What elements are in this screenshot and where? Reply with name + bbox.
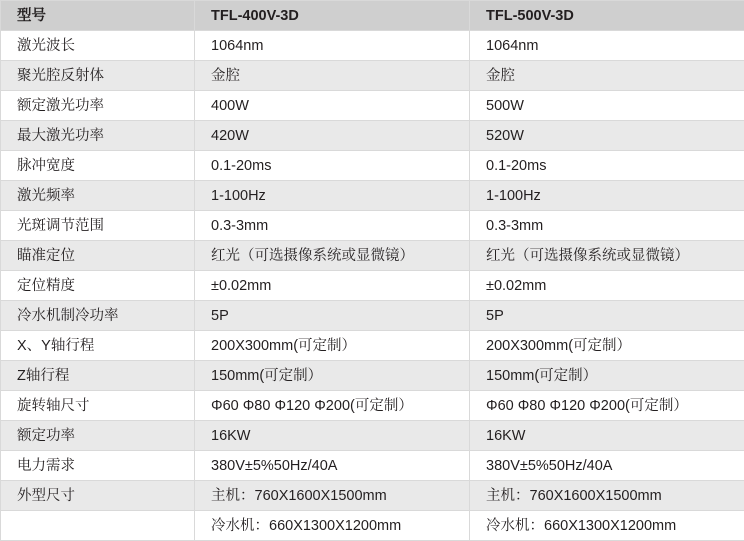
table-row bbox=[1, 511, 744, 541]
row-value-500: 主机：760X1600X1500mm bbox=[470, 481, 744, 511]
table-row bbox=[1, 31, 744, 61]
row-label: 额定功率 bbox=[1, 421, 195, 451]
table-body bbox=[1, 1, 744, 541]
row-value-400: 1-100Hz bbox=[195, 181, 470, 211]
row-value-400: 150mm(可定制） bbox=[195, 361, 470, 391]
row-value-400: 200X300mm(可定制） bbox=[195, 331, 470, 361]
row-value-500: 1064nm bbox=[470, 31, 744, 61]
row-value-400: 420W bbox=[195, 121, 470, 151]
row-label: 旋转轴尺寸 bbox=[1, 391, 195, 421]
row-value-500: 380V±5%50Hz/40A bbox=[470, 451, 744, 481]
row-label: 脉冲宽度 bbox=[1, 151, 195, 181]
table-row bbox=[1, 451, 744, 481]
row-value-500: 5P bbox=[470, 301, 744, 331]
table-row bbox=[1, 211, 744, 241]
row-value-500: 0.3-3mm bbox=[470, 211, 744, 241]
row-label: 外型尺寸 bbox=[1, 481, 195, 511]
row-value-500: 金腔 bbox=[470, 61, 744, 91]
row-value-500: ±0.02mm bbox=[470, 271, 744, 301]
row-value-500: 红光（可选摄像系统或显微镜） bbox=[470, 241, 744, 271]
row-value-400: ±0.02mm bbox=[195, 271, 470, 301]
table-row bbox=[1, 271, 744, 301]
table-row bbox=[1, 391, 744, 421]
row-value-400: 380V±5%50Hz/40A bbox=[195, 451, 470, 481]
row-value-500: 1-100Hz bbox=[470, 181, 744, 211]
row-label bbox=[1, 511, 195, 541]
table-row bbox=[1, 151, 744, 181]
row-value-500: 冷水机：660X1300X1200mm bbox=[470, 511, 744, 541]
row-label: 冷水机制冷功率 bbox=[1, 301, 195, 331]
row-label: 激光波长 bbox=[1, 31, 195, 61]
row-label: 最大激光功率 bbox=[1, 121, 195, 151]
table-row bbox=[1, 361, 744, 391]
column-header-model: 型号 bbox=[1, 1, 195, 31]
table-header-row bbox=[1, 1, 744, 31]
column-header-model-400: TFL-400V-3D bbox=[195, 1, 470, 31]
row-value-400: 400W bbox=[195, 91, 470, 121]
row-value-400: 1064nm bbox=[195, 31, 470, 61]
row-value-400: 红光（可选摄像系统或显微镜） bbox=[195, 241, 470, 271]
table-row bbox=[1, 331, 744, 361]
row-value-400: 金腔 bbox=[195, 61, 470, 91]
table-row bbox=[1, 121, 744, 151]
table-row bbox=[1, 421, 744, 451]
table-row bbox=[1, 181, 744, 211]
row-label: 激光频率 bbox=[1, 181, 195, 211]
row-label: Z轴行程 bbox=[1, 361, 195, 391]
row-value-500: 0.1-20ms bbox=[470, 151, 744, 181]
row-label: 额定激光功率 bbox=[1, 91, 195, 121]
row-label: 电力需求 bbox=[1, 451, 195, 481]
row-value-400: 0.3-3mm bbox=[195, 211, 470, 241]
table-row bbox=[1, 91, 744, 121]
row-label: 瞄准定位 bbox=[1, 241, 195, 271]
row-label: X、Y轴行程 bbox=[1, 331, 195, 361]
row-label: 定位精度 bbox=[1, 271, 195, 301]
row-value-500: 16KW bbox=[470, 421, 744, 451]
table-row bbox=[1, 301, 744, 331]
row-label: 聚光腔反射体 bbox=[1, 61, 195, 91]
column-header-model-500: TFL-500V-3D bbox=[470, 1, 744, 31]
row-value-400: Φ60 Φ80 Φ120 Φ200(可定制） bbox=[195, 391, 470, 421]
table-row bbox=[1, 481, 744, 511]
row-value-500: 150mm(可定制） bbox=[470, 361, 744, 391]
row-value-400: 冷水机：660X1300X1200mm bbox=[195, 511, 470, 541]
row-value-400: 0.1-20ms bbox=[195, 151, 470, 181]
row-value-400: 5P bbox=[195, 301, 470, 331]
row-value-400: 16KW bbox=[195, 421, 470, 451]
row-value-500: 500W bbox=[470, 91, 744, 121]
table-row bbox=[1, 61, 744, 91]
row-value-500: 200X300mm(可定制） bbox=[470, 331, 744, 361]
row-value-500: 520W bbox=[470, 121, 744, 151]
row-label: 光斑调节范围 bbox=[1, 211, 195, 241]
table-row bbox=[1, 241, 744, 271]
row-value-400: 主机：760X1600X1500mm bbox=[195, 481, 470, 511]
row-value-500: Φ60 Φ80 Φ120 Φ200(可定制） bbox=[470, 391, 744, 421]
